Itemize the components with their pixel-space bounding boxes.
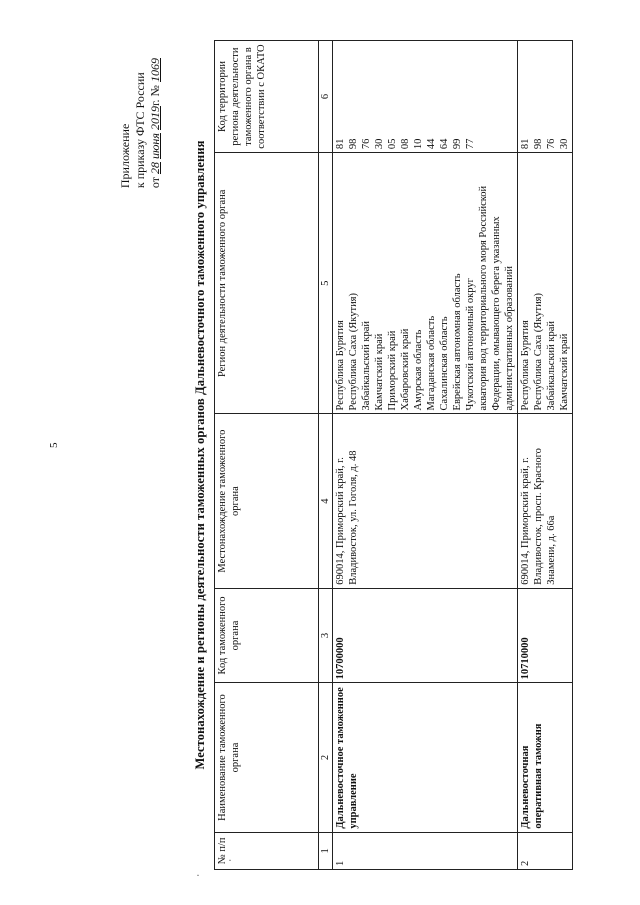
okato-code: 44 [426, 138, 437, 150]
table-row [518, 41, 573, 870]
col-number: 3 [319, 588, 333, 683]
scan-mark: · [228, 853, 232, 867]
region-item: Приморский край [387, 330, 398, 411]
region-item: Республика Бурятия [520, 320, 531, 411]
order-number: 1069 [148, 58, 162, 82]
okato-code: 08 [400, 138, 411, 150]
region-item: Хабаровский край [400, 328, 411, 411]
row-regions [518, 153, 573, 414]
rotated-page [118, 40, 628, 870]
region-item: Чукотский автономный округ [465, 278, 476, 411]
okato-code: 30 [374, 138, 385, 150]
region-item: Сахалинская область [439, 316, 450, 411]
order-month: июня [148, 133, 162, 160]
okato-code: 98 [533, 138, 544, 150]
scan-mark: · [196, 868, 200, 882]
appendix-block [118, 58, 163, 188]
okato-code: 10 [413, 138, 424, 150]
order-day: 28 [148, 162, 162, 175]
region-item: Магаданская область [426, 315, 437, 411]
row-name: Дальневосточное таможенное управление [333, 683, 518, 832]
okato-code: 05 [387, 138, 398, 150]
okato-code: 98 [348, 138, 359, 150]
region-item: Республика Бурятия [335, 320, 346, 411]
okato-code: 99 [452, 138, 463, 150]
appendix-line3: от 28 июня 2019г. № 1069 [148, 58, 162, 189]
okato-code: 81 [520, 138, 531, 150]
region-item: Еврейская автономная область [452, 273, 463, 411]
region-item: Забайкальский край [546, 320, 557, 411]
col-header-name: Наименование таможенного органа [215, 683, 319, 832]
row-regions [333, 153, 518, 414]
header-row [215, 41, 319, 870]
okato-code: 81 [335, 138, 346, 150]
row-num: 1 [333, 832, 518, 869]
customs-table [214, 40, 573, 870]
col-header-region: Регион деятельности таможенного органа [215, 153, 319, 414]
region-item: Камчатский край [559, 333, 570, 411]
row-okato [333, 41, 518, 153]
page-title: Местонахождение и регионы деятельности таможенных органов Дальневосточного таможенного управления [193, 140, 207, 770]
okato-code: 76 [546, 138, 557, 150]
col-number: 1 [319, 832, 333, 869]
region-item: Республика Саха (Якутия) [533, 292, 544, 411]
row-code: 10700000 [333, 588, 518, 683]
order-year: 2019 [148, 106, 162, 131]
appendix-line1: Приложение [118, 123, 132, 189]
region-item: акватория вод территориального моря Российской Федерации, омывающего берега указанных административных образований [478, 185, 515, 411]
region-item: Амурская область [413, 329, 424, 411]
col-header-okato: Код территории региона деятельности таможенного органа в соответствии с ОКАТО [215, 41, 319, 153]
col-header-code: Код таможенного органа [215, 588, 319, 683]
col-number: 6 [319, 41, 333, 153]
row-location: 690014, Приморский край, г. Владивосток, просп. Красного Знамени, д. 66а [518, 414, 573, 588]
region-item: Камчатский край [374, 333, 385, 411]
row-num: 2 [518, 832, 573, 869]
okato-code: 30 [559, 138, 570, 150]
row-location: 690014, Приморский край, г. Владивосток, ул. Гоголя, д. 48 [333, 414, 518, 588]
okato-code: 76 [361, 138, 372, 150]
table-row [333, 41, 518, 870]
region-item: Забайкальский край [361, 320, 372, 411]
okato-code: 64 [439, 138, 450, 150]
okato-code: 77 [465, 138, 476, 150]
column-number-row [319, 41, 333, 870]
row-code: 10710000 [518, 588, 573, 683]
row-okato [518, 41, 573, 153]
page-number: 5 [48, 442, 60, 448]
col-number: 5 [319, 153, 333, 414]
region-item: Республика Саха (Якутия) [348, 292, 359, 411]
appendix-line2: к приказу ФТС России [133, 72, 147, 189]
col-header-location: Местонахождение таможенного органа [215, 414, 319, 588]
col-header-num: № п/п [215, 832, 319, 869]
col-number: 2 [319, 683, 333, 832]
row-name: Дальневосточная оперативная таможня [518, 683, 573, 832]
col-number: 4 [319, 414, 333, 588]
